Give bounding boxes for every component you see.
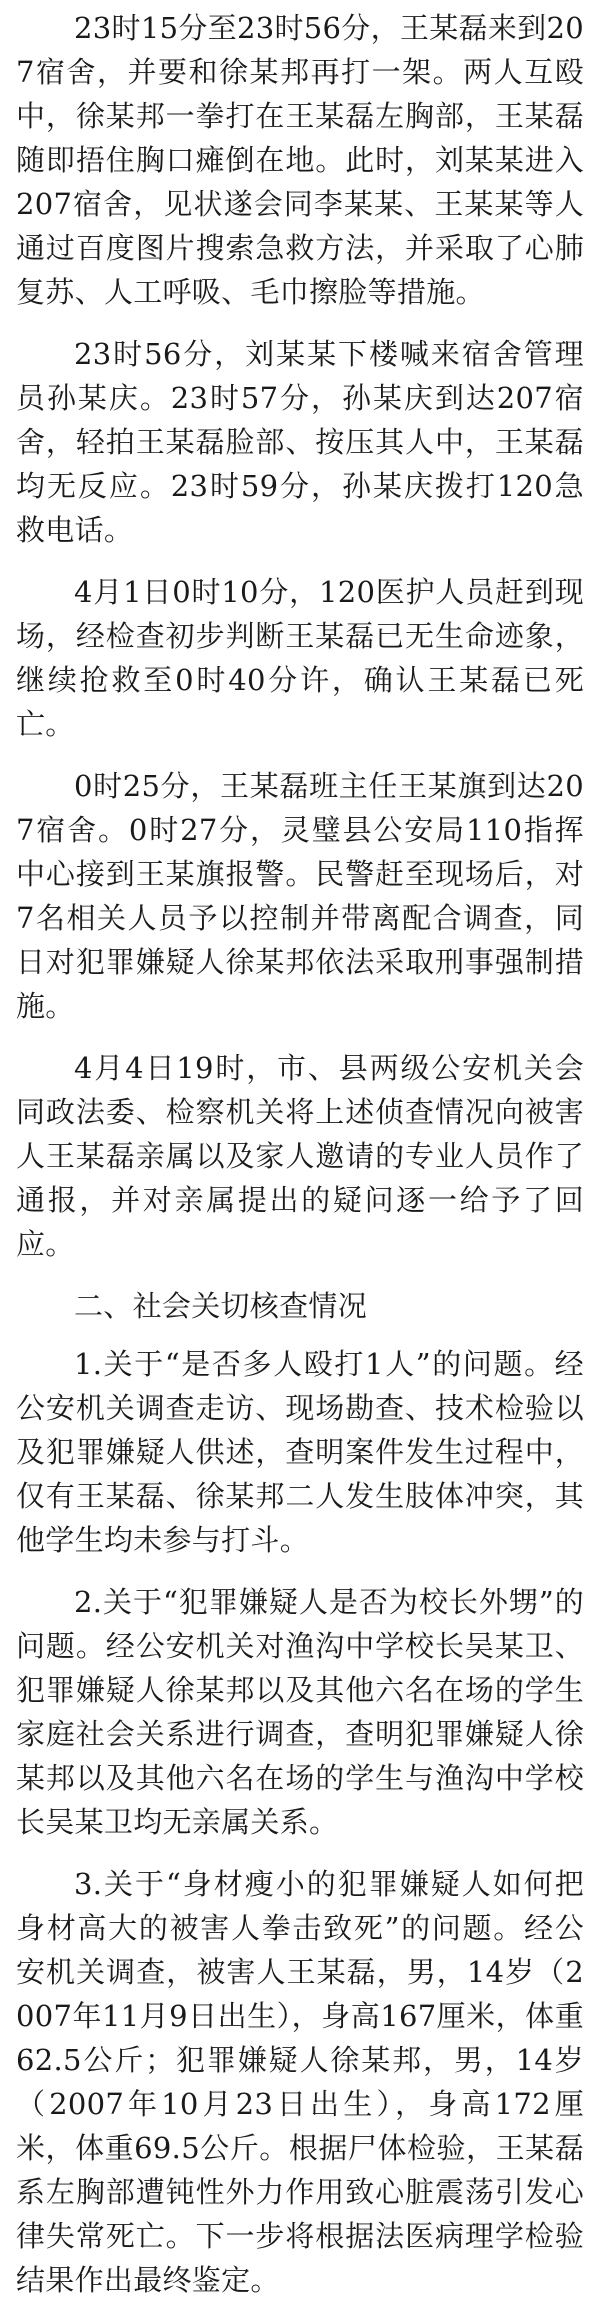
section-heading-social-concerns: 二、社会关切核查情况 xyxy=(74,1289,368,1323)
paragraph-dorm-fight: 23时15分至23时56分，王某磊来到207宿舍，并要和徐某邦再打一架。两人互殴中，徐某邦一拳打在王某磊左胸部，王某磊随即捂住胸口瘫倒在地。此时，刘某某进入207宿舍，见状遂会同李某某、王某某等人通过百度图片搜索急救方法，并采取了心肺复苏、人工呼吸、毛巾擦脸等措施。 xyxy=(16,11,584,309)
paragraph-family-briefing: 4月4日19时，市、县两级公安机关会同政法委、检察机关将上述侦查情况向被害人王某磊亲属以及家人邀请的专业人员作了通报，并对亲属提出的疑问逐一给予了回应。 xyxy=(16,1051,584,1261)
paragraph-concern-1: 1.关于“是否多人殴打1人”的问题。经公安机关调查走访、现场勘查、技术检验以及犯罪嫌疑人供述，查明案件发生过程中，仅有王某磊、徐某邦二人发生肢体冲突，其他学生均未参与打斗。 xyxy=(16,1347,584,1557)
paragraph-concern-3: 3.关于“身材瘦小的犯罪嫌疑人如何把身材高大的被害人拳击致死”的问题。经公安机关调查，被害人王某磊，男，14岁（2007年11月9日出生），身高167厘米，体重62.5公斤；犯罪嫌疑人徐某邦，男，14岁（2007年10月23日出生），身高172厘米，体重69.5公斤。根据尸体检验，王某磊系左胸部遭钝性外力作用致心脏震荡引发心律失常死亡。下一步将根据法医病理学检验结果作出最终鉴定。 xyxy=(16,1867,584,2297)
paragraph-concern-2: 2.关于“犯罪嫌疑人是否为校长外甥”的问题。经公安机关对渔沟中学校长吴某卫、犯罪嫌疑人徐某邦以及其他六名在场的学生家庭社会关系进行调查，查明犯罪嫌疑人徐某邦以及其他六名在场的学生与渔沟中学校长吴某卫均无亲属关系。 xyxy=(16,1585,584,1839)
paragraph-medical-response: 4月1日0时10分，120医护人员赶到现场，经检查初步判断王某磊已无生命迹象，继续抢救至0时40分许，确认王某磊已死亡。 xyxy=(16,575,584,741)
paragraph-dorm-manager: 23时56分，刘某某下楼喊来宿舍管理员孙某庆。23时57分，孙某庆到达207宿舍，轻拍王某磊脸部、按压其人中，王某磊均无反应。23时59分，孙某庆拨打120急救电话。 xyxy=(16,337,584,547)
paragraph-police-report: 0时25分，王某磊班主任王某旗到达207宿舍。0时27分，灵璧县公安局110指挥中心接到王某旗报警。民警赶至现场后，对7名相关人员予以控制并带离配合调查，同日对犯罪嫌疑人徐某邦依法采取刑事强制措施。 xyxy=(16,769,584,1023)
